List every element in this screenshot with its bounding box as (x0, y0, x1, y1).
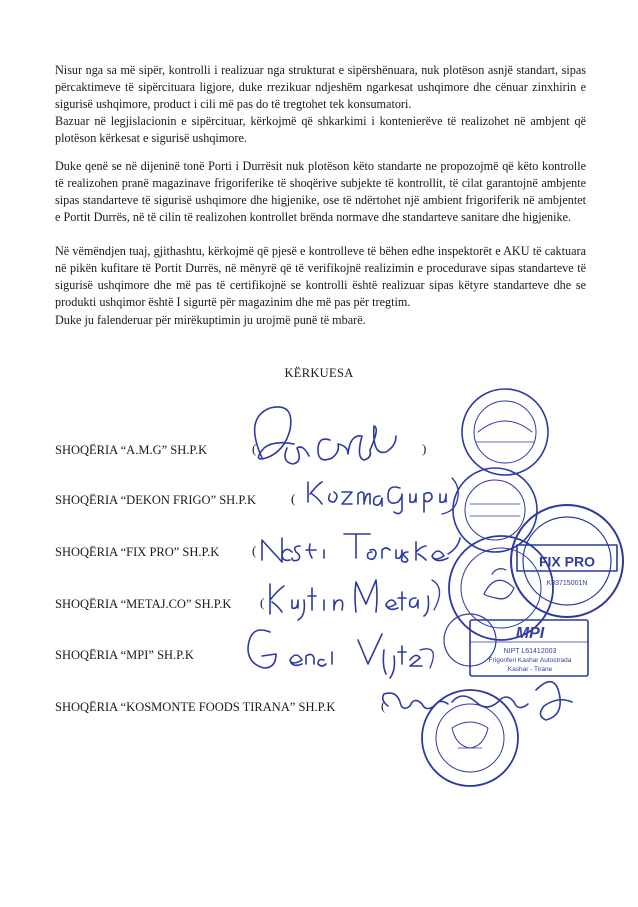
close-bracket: ) (422, 441, 427, 456)
fixpro-stamp-nipt: K83715001N (546, 580, 588, 587)
company-name: SHOQËRIA “METAJ.CO” SH.P.K (55, 597, 232, 611)
kosmonte-signature (383, 682, 572, 720)
company-name: SHOQËRIA “MPI” SH.P.K (55, 648, 194, 662)
open-bracket: ( (381, 698, 386, 713)
open-bracket: ( (260, 595, 265, 610)
paragraph-4: Në vëmëndjen tuaj, gjithashtu, kërkojmë që pjesë e kontrolleve të bëhen edhe inspektorët e AKU të caktuara në pikën kufitare të Portit Durrës, në mënyrë që të verifikojnë realizimin e procedurave sipas standarteve të sigurisë ushqimore dhe më pas të certifikojnë se kontrolli është realizuar sipas këtyre standarteve dhe se produkti ushqimor është I sigurtë për magazinim dhe më pas për tregtim. (55, 244, 586, 309)
mpi-stamp-nipt: NIPT L61412003 (503, 648, 557, 655)
mpi-signature (248, 630, 433, 678)
paragraph-3: Duke qenë se në dijeninë tonë Porti i Durrësit nuk plotëson këto standarte ne propozojmë që këto kontrolle të realizohen pranë magazinave frigoriferike të shoqërive subjekte të kontrollit, të cilat garantojnë ambjente sipas standarteve të sigurisë ushqimore dhe higjenike, ose të ndërtohet një ambient frigoriferik në ambjentet e Portit Durrës, në të cilin të realizohen kontrollet brënda normave dhe standarteve sanitare dhe higjenike. (55, 159, 586, 224)
signatory-row-dekon (55, 493, 256, 508)
fixpro-signature (262, 534, 460, 562)
company-name: SHOQËRIA “KOSMONTE FOODS TIRANA” SH.P.K (55, 700, 336, 714)
open-bracket: ( (252, 543, 257, 558)
company-name: SHOQËRIA “A.M.G” SH.P.K (55, 443, 208, 457)
dekon-stamp (453, 468, 537, 552)
paragraph-5: Duke ju falenderuar për mirëkuptimin ju urojmë punë të mbarë. (55, 313, 366, 327)
mpi-stamp-address: Frigoriferi Kashar Autostrada (488, 657, 572, 664)
metaj-signature (270, 580, 440, 620)
metaj-stamp (449, 536, 553, 640)
mpi-stamp-text: MPI (515, 625, 545, 642)
amg-signature (255, 407, 396, 464)
company-name: SHOQËRIA “DEKON FRIGO” SH.P.K (55, 493, 257, 507)
company-name: SHOQËRIA “FIX PRO” SH.P.K (55, 545, 220, 559)
paragraph-2: Bazuar në legjislacionin e sipërcituar, kërkojmë që shkarkimi i kontenierëve të realizohet në ambjent që plotëson kërkesat e sigurisë ushqimore. (55, 114, 586, 145)
fixpro-stamp-text: FIX PRO (538, 553, 596, 570)
signatory-row-mpi (55, 648, 194, 663)
open-bracket: ( (291, 491, 296, 506)
paragraph-1: Nisur nga sa më sipër, kontrolli i realizuar nga strukturat e sipërshënuara, nuk plotëson asnjë standart, sipas përcaktimeve të sipërcituara ligjore, duke rrezikuar ndjeshëm ngarkesat ushqimore dhe cënuar zinxhirin e sigurisë ushqimore, product i cili më pas do të tregtohet tek konsumatori. (55, 63, 586, 111)
kosmonte-stamp (422, 690, 518, 786)
open-bracket: ( (252, 441, 257, 456)
amg-stamp (462, 389, 548, 475)
dekon-signature (308, 478, 458, 514)
signatory-row-fixpro (55, 545, 219, 560)
mpi-stamp-city: Kashar - Tirane (507, 666, 553, 673)
signatory-row-metaj (55, 597, 231, 612)
signatory-row-kosmonte (55, 700, 335, 715)
signatory-row-amg (55, 443, 207, 458)
mpi-stamp (444, 614, 588, 676)
fixpro-stamp (511, 505, 623, 617)
signatories-heading: KËRKUESA (284, 366, 354, 380)
